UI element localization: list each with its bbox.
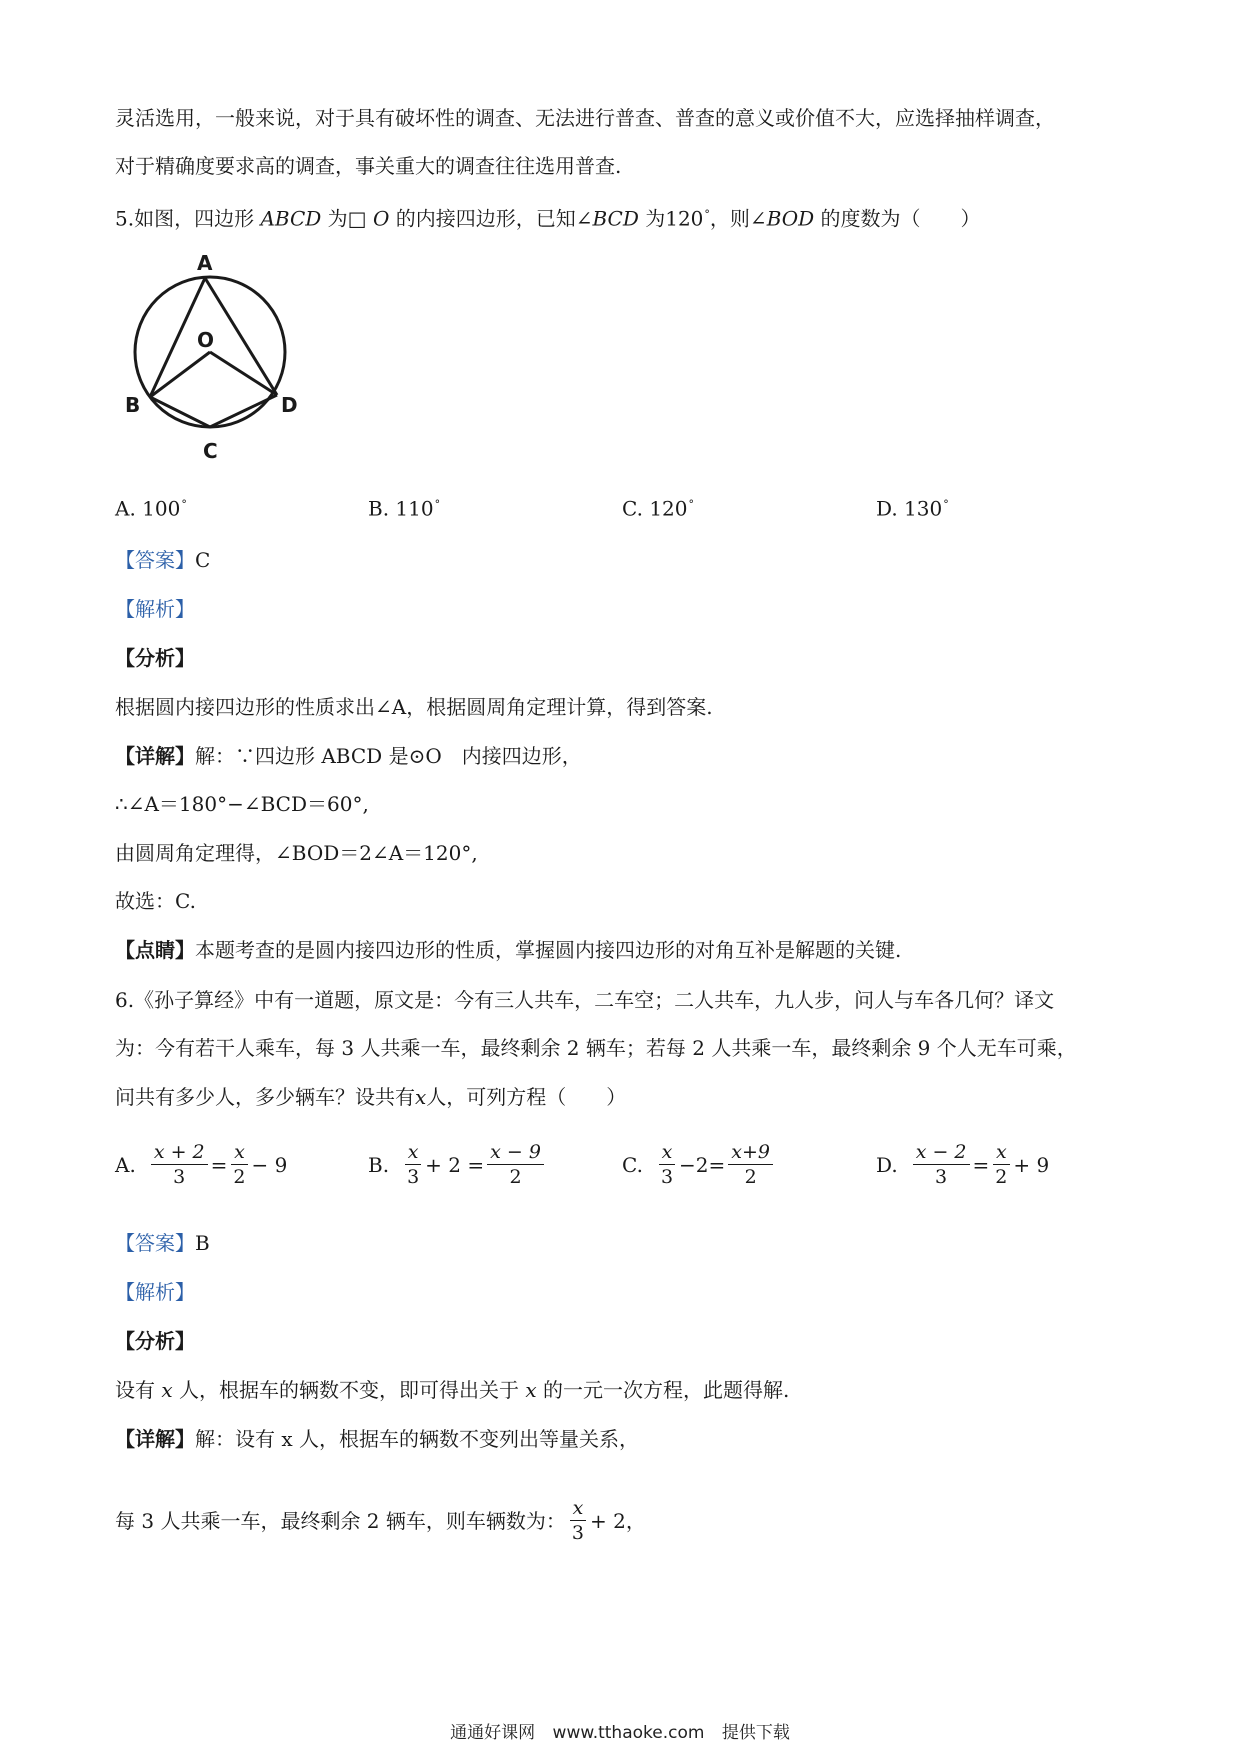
denominator: 2	[233, 1166, 246, 1188]
q5-geometry-figure	[115, 240, 315, 470]
option-letter: B.	[368, 496, 390, 521]
label-o: O	[197, 328, 215, 352]
q5-bcd: BCD	[592, 206, 639, 231]
q5-detail-1	[115, 741, 582, 771]
numerator: x − 9	[487, 1140, 544, 1165]
label-b: B	[125, 393, 141, 417]
fraction	[913, 1140, 970, 1189]
label-c: C	[203, 439, 218, 463]
q6-x: x	[161, 1378, 173, 1402]
q6-option-b[interactable]	[368, 1140, 547, 1189]
answer-value: C	[195, 548, 211, 572]
option-value: 130	[904, 496, 943, 521]
operator: =	[210, 1152, 228, 1177]
page-footer	[0, 1718, 1240, 1743]
segment-bc	[150, 397, 210, 427]
detail-text: 解：设有 x 人，根据车的辆数不变列出等量关系，	[195, 1427, 639, 1451]
dianjing-label: 【点睛】	[115, 938, 195, 962]
q6-stem-line-2: 为：今有若干人乘车，每 3 人共乘一车，最终剩余 2 辆车；若每 2 人共乘一车，最终剩余 9 个人无车可乘，	[115, 1036, 1077, 1060]
fenxi-a: 设有	[115, 1378, 155, 1402]
q5-stem-b: 为	[327, 206, 348, 231]
q5-abcd: ABCD	[260, 206, 322, 231]
q5-stem-c: 的内接四边形，已知∠	[395, 206, 593, 231]
tail: + 9	[1013, 1152, 1050, 1177]
q6-option-a[interactable]	[115, 1140, 287, 1189]
degree-mark: °	[704, 208, 710, 221]
footer-site: 通通好课网	[450, 1723, 536, 1743]
numerator: x	[405, 1140, 422, 1165]
fraction	[404, 1140, 422, 1189]
label-d: D	[281, 393, 298, 417]
q6-stem-line-3	[115, 1082, 626, 1112]
option-letter: D.	[876, 1152, 898, 1177]
q5-dianjing	[115, 935, 901, 965]
numerator: x	[659, 1140, 676, 1165]
numerator: x + 2	[151, 1140, 208, 1165]
fenxi-c: 的一元一次方程，此题得解.	[543, 1378, 790, 1402]
circle-symbol: □	[347, 206, 367, 231]
q5-jiexi: 【解析】	[115, 597, 195, 621]
fraction	[569, 1496, 587, 1545]
intro-line-2: 对于精确度要求高的调查，事关重大的调查往往选用普查.	[115, 154, 622, 178]
denominator: 3	[571, 1522, 584, 1544]
q6-x: x	[415, 1085, 427, 1109]
q5-bod: BOD	[766, 206, 815, 231]
q5-stem	[115, 200, 981, 234]
option-letter: A.	[115, 496, 136, 521]
option-value: 120	[649, 496, 688, 521]
fraction	[728, 1140, 773, 1189]
option-letter: B.	[368, 1152, 390, 1177]
segment-ad	[205, 278, 277, 395]
q5-option-c[interactable]	[622, 490, 694, 524]
detail-label: 【详解】	[115, 1427, 195, 1451]
fraction	[992, 1140, 1010, 1189]
q5-stem-f: 的度数为（ ）	[820, 206, 981, 231]
denominator: 2	[995, 1166, 1008, 1188]
numerator: x	[570, 1496, 587, 1521]
fenxi-b: 人，根据车的辆数不变，即可得出关于	[179, 1378, 519, 1402]
q6-stem-a: 问共有多少人，多少辆车？设共有	[115, 1085, 415, 1109]
q6-jiexi: 【解析】	[115, 1280, 195, 1304]
operator: =	[972, 1152, 990, 1177]
q5-answer	[115, 545, 210, 575]
degree-mark: °	[688, 498, 694, 511]
q5-o: O	[372, 206, 390, 231]
q6-option-c[interactable]	[622, 1140, 776, 1189]
q5-option-a[interactable]	[115, 490, 187, 524]
q5-stem-e: ，则∠	[709, 206, 767, 231]
operator: + 2 =	[425, 1152, 485, 1177]
answer-label: 【答案】	[115, 548, 195, 572]
fraction	[658, 1140, 676, 1189]
q6-fenxi-text	[115, 1375, 789, 1405]
option-letter: D.	[876, 496, 898, 521]
q5-fenxi: 【分析】	[115, 646, 195, 670]
numerator: x	[993, 1140, 1010, 1165]
answer-label: 【答案】	[115, 1231, 195, 1255]
option-letter: C.	[622, 1152, 643, 1177]
degree-mark: °	[434, 498, 441, 511]
denominator: 3	[935, 1166, 948, 1188]
denominator: 3	[407, 1166, 420, 1188]
q5-option-b[interactable]	[368, 490, 440, 524]
segment-od	[210, 352, 277, 395]
option-value: 100	[142, 496, 181, 521]
denominator: 3	[173, 1166, 186, 1188]
degree-mark: °	[943, 498, 949, 511]
q6-x: x	[525, 1378, 537, 1402]
q6-stem-b: 人，可列方程（ ）	[426, 1085, 627, 1109]
numerator: x+9	[728, 1140, 773, 1165]
denominator: 2	[744, 1166, 757, 1188]
footer-tail: 提供下载	[721, 1723, 790, 1743]
option-value: 110	[395, 496, 434, 521]
label-a: A	[197, 251, 213, 275]
segment-cd	[210, 395, 277, 427]
option-letter: C.	[622, 496, 643, 521]
q6-detail-2	[115, 1496, 646, 1545]
q5-detail-3: 由圆周角定理得，∠BOD＝2∠A＝120°,	[115, 841, 478, 865]
q5-detail-4: 故选：C.	[115, 889, 196, 913]
q6-option-d[interactable]	[876, 1140, 1049, 1189]
footer-url[interactable]: www.tthaoke.com	[552, 1723, 705, 1743]
q5-fenxi-text: 根据圆内接四边形的性质求出∠A，根据圆周角定理计算，得到答案.	[115, 695, 713, 719]
tail: − 9	[251, 1152, 288, 1177]
detail-text: 解：∵四边形 ABCD 是⊙O 内接四边形，	[195, 744, 582, 768]
numerator: x − 2	[913, 1140, 970, 1165]
q5-stem-a: 5.如图，四边形	[115, 206, 255, 231]
intro-line-1: 灵活选用，一般来说，对于具有破坏性的调查、无法进行普查、普查的意义或价值不大，应选择抽样调查，	[115, 106, 1055, 130]
numerator: x	[231, 1140, 248, 1165]
q6-stem-line-1: 6.《孙子算经》中有一道题，原文是：今有三人共车，二车空；二人共车，九人步，问人与车各几何？译文	[115, 988, 1055, 1012]
dianjing-text: 本题考查的是圆内接四边形的性质，掌握圆内接四边形的对角互补是解题的关键.	[195, 938, 902, 962]
operator: −2=	[679, 1152, 726, 1177]
fraction	[151, 1140, 208, 1189]
q6-detail-1	[115, 1424, 639, 1454]
detail-label: 【详解】	[115, 744, 195, 768]
denominator: 2	[509, 1166, 522, 1188]
q6-answer	[115, 1228, 210, 1258]
q6-fenxi: 【分析】	[115, 1329, 195, 1353]
q5-detail-2: ∴∠A＝180°−∠BCD＝60°,	[115, 792, 369, 816]
option-letter: A.	[115, 1152, 136, 1177]
fraction	[487, 1140, 544, 1189]
tail: + 2，	[589, 1508, 646, 1533]
q5-option-d[interactable]	[876, 490, 949, 524]
fraction	[230, 1140, 248, 1189]
denominator: 3	[660, 1166, 674, 1188]
degree-mark: °	[181, 498, 187, 511]
answer-value: B	[195, 1231, 210, 1255]
detail-text: 每 3 人共乘一车，最终剩余 2 辆车，则车辆数为：	[115, 1508, 566, 1533]
q5-stem-d: 为120	[645, 206, 704, 231]
